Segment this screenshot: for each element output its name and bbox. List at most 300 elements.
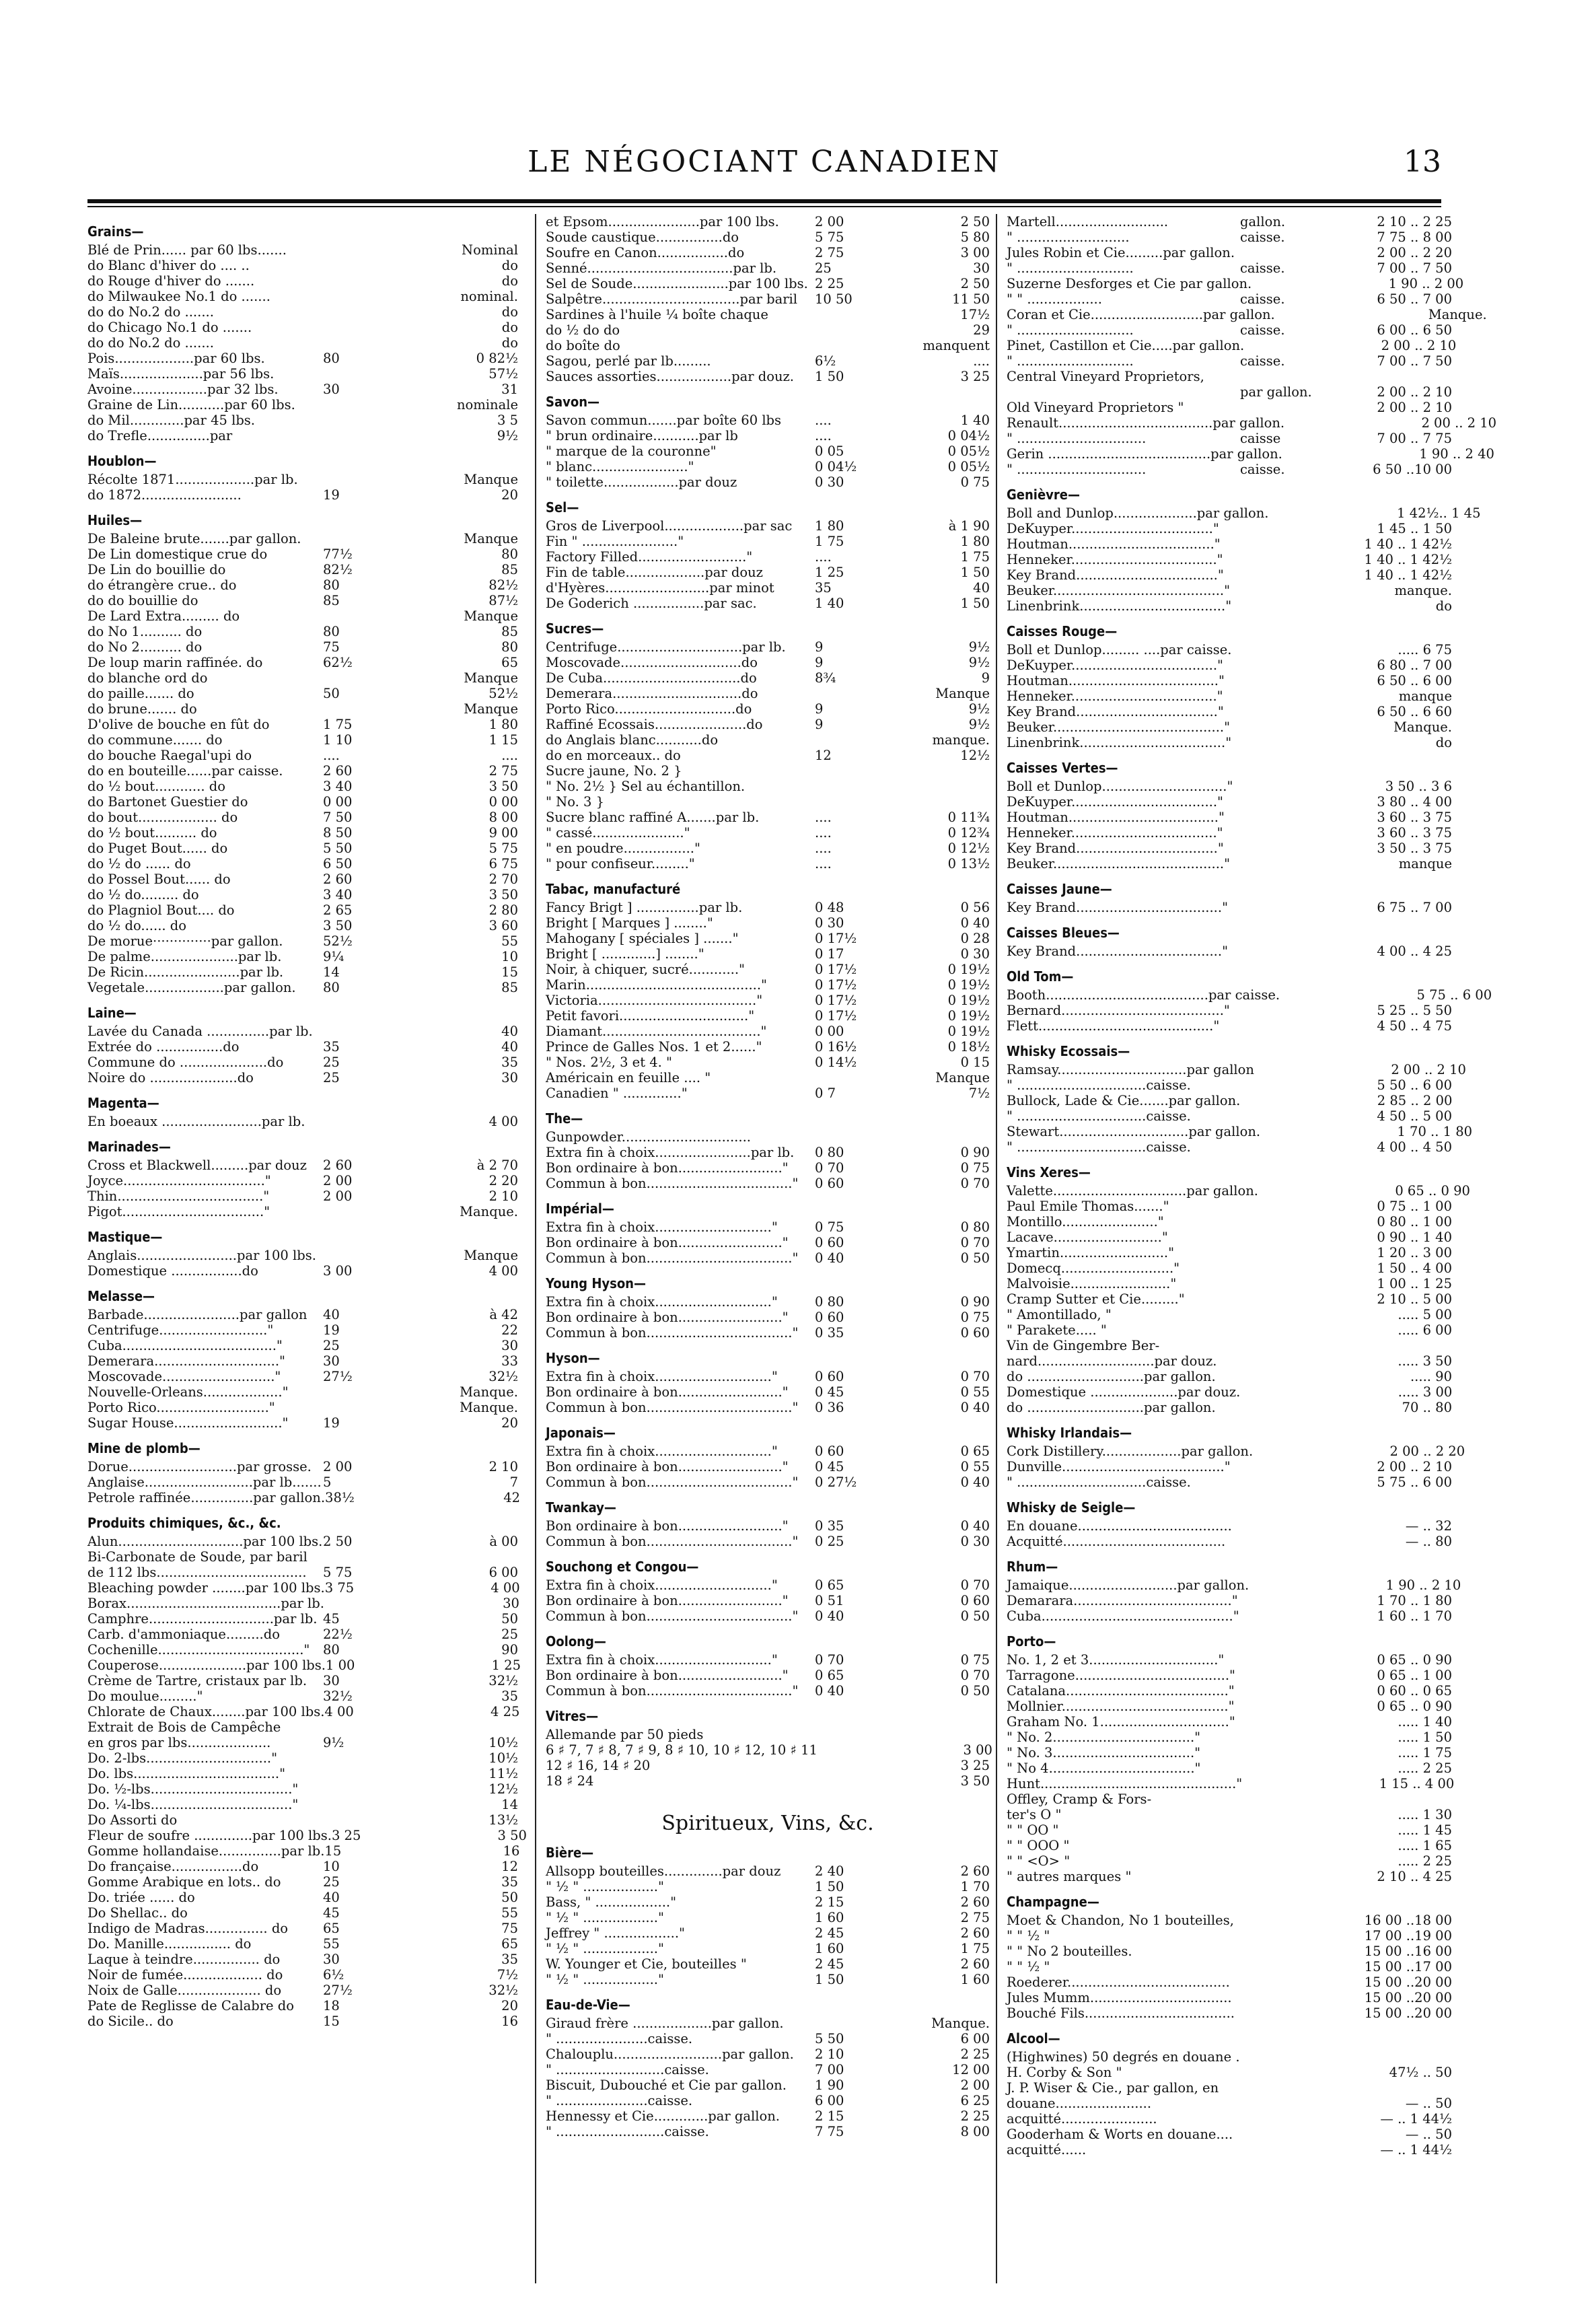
item-unit-or-low [1240,1791,1354,1807]
price-row [1007,400,1452,415]
item-price: 20 [501,1415,518,1431]
item-label: Demarara......................................" [1007,1593,1238,1608]
item-price: 14 [501,1797,518,1812]
price-row [1007,229,1452,245]
price-row [546,639,990,655]
item-price: 85 [501,562,518,577]
price-row [1007,1652,1452,1668]
item-unit-or-low: 25 [323,1874,340,1890]
item-label: " No. 2.................................." [1007,1730,1201,1745]
item-label: Pois...................par 60 lbs. [87,351,265,366]
item-price: 2 10 [488,1188,518,1204]
price-row [1007,1307,1452,1322]
price-row [87,1750,518,1766]
item-label: Porto Rico..........................." [87,1400,275,1415]
item-label: " toilette..................par douz [546,474,737,490]
item-label: Tarragone....................................." [1007,1668,1236,1683]
item-unit-or-low: par gallon. [1240,384,1312,400]
section-heading: Souchong et Congou— [546,1559,699,1575]
item-label: " Nos. 2½, 3 et 4. " [546,1055,673,1070]
price-row [87,1704,518,1719]
item-price: ..... 2 25 [1398,1853,1452,1869]
item-unit-or-low: 2 60 [323,1158,353,1173]
section-heading: Champagne— [1007,1894,1099,1910]
section-heading: Impérial— [546,1201,614,1217]
item-label: Barbade.......................par gallon [87,1307,307,1322]
item-unit-or-low [1240,1291,1354,1307]
item-label: do ½ do...... do [87,918,187,933]
price-row [546,1085,990,1101]
publication-title: LE NÉGOCIANT CANADIEN [528,145,1001,179]
item-price: 6 75 .. 7 00 [1377,900,1452,915]
price-row [546,1925,990,1941]
item-label: Chlorate de Chaux........par 100 lbs. [87,1704,325,1719]
item-label: Commun à bon..................................." [546,1400,799,1415]
item-label: Linenbrink..................................." [1007,735,1232,750]
item-label: do Trefle...............par [87,428,233,443]
price-row [546,1008,990,1024]
item-price: 0 40 [960,1400,990,1415]
item-price: Manque. [1393,719,1452,735]
item-unit-or-low [1240,552,1354,567]
item-label: Petrole raffinée...............par gallon. [87,1490,326,1505]
item-unit-or-low [1240,567,1354,583]
item-label: Indigo de Madras............... do [87,1921,289,1936]
item-label: Moscovade.............................do [546,655,758,670]
item-label: Beuker........................................." [1007,719,1231,735]
item-price: 12 00 [952,2062,990,2077]
item-price: do [501,258,518,273]
item-price: 0 75 [960,1652,990,1668]
price-row [87,1797,518,1812]
item-label: Ymartin.........................." [1007,1245,1175,1260]
price-row [1007,1913,1452,1928]
item-unit-or-low [1260,1124,1375,1139]
section-heading: Bière— [546,1845,594,1861]
item-unit-or-low [1240,1608,1354,1624]
item-price: Manque. [460,1400,518,1415]
item-unit-or-low: 1 80 [815,518,844,534]
item-price: 32½ [488,1369,518,1384]
item-unit-or-low [1240,2080,1354,2096]
item-price: 3 50 [488,779,518,794]
price-row [87,763,518,779]
item-label: Chalouplu..........................par gallon. [546,2046,794,2062]
item-unit-or-low: 0 40 [815,1608,844,1624]
item-unit-or-low: 0 17½ [815,1008,857,1024]
item-unit-or-low: 3 25 [331,1828,361,1843]
item-unit-or-low: 19 [323,1415,340,1431]
price-row [546,810,990,825]
item-unit-or-low: 2 00 [323,1188,353,1204]
item-price: 0 75 [960,1160,990,1176]
price-row [1007,2142,1452,2158]
item-label: Carb. d'ammoniaque.........do [87,1627,280,1642]
item-price: 1 70 .. 1 80 [1377,1593,1452,1608]
item-price: ..... 2 25 [1398,1760,1452,1776]
item-price: 1 60 [960,1972,990,1987]
price-row [1007,1928,1452,1944]
item-label: do commune....... do [87,732,223,748]
price-row [87,289,518,304]
item-price: 1 80 [488,717,518,732]
item-unit-or-low: .... [815,428,832,443]
section-heading: Caisses Jaune— [1007,881,1112,897]
item-unit-or-low: 8¾ [815,670,836,686]
item-unit-or-low: 1 40 [815,596,844,611]
item-label: " ½ " .................." [546,1910,664,1925]
price-row [1007,1018,1452,1034]
item-unit-or-low [815,322,906,338]
item-label: De Ricin.......................par lb. [87,964,284,980]
item-label: Domestique .....................par douz. [1007,1384,1241,1400]
item-label: " ½ " .................." [546,1941,664,1956]
item-label: douane....................... [1007,2096,1152,2111]
item-label: Beuker........................................." [1007,583,1231,598]
item-label: " " OOO " [1007,1838,1070,1853]
item-price: 2 25 [960,2046,990,2062]
price-row [87,1248,518,1263]
item-unit-or-low: 15 [323,2014,340,2029]
item-label: Commun à bon..................................." [546,1325,799,1341]
item-unit-or-low: 25 [323,1070,340,1085]
item-price: 2 75 [960,1910,990,1925]
item-label: Do. lbs..................................." [87,1766,286,1781]
item-unit-or-low [1240,657,1354,673]
price-row [546,915,990,931]
price-row [87,794,518,810]
item-label: " " .................. [1007,291,1102,307]
item-label: do en bouteille......par caisse. [87,763,283,779]
price-row [546,2077,990,2093]
item-unit-or-low [323,428,424,443]
item-price: 1 20 .. 3 00 [1377,1245,1452,1260]
section-heading: Savon— [546,394,600,410]
price-row [1007,567,1452,583]
price-row [87,1070,518,1085]
item-unit-or-low: 52½ [323,933,353,949]
item-label: Gros de Liverpool...................par sac [546,518,793,534]
price-row [546,1577,990,1593]
item-unit-or-low: 5 75 [323,1565,353,1580]
price-row [1007,1353,1452,1369]
item-unit-or-low [323,1766,424,1781]
price-row [546,1294,990,1310]
item-label: do Mil.............par 45 lbs. [87,413,256,428]
item-price: 1 80 [960,534,990,549]
price-row [546,214,990,229]
price-row [1007,2005,1452,2021]
item-label: Houtman..................................." [1007,536,1221,552]
price-row [546,779,990,794]
price-row [546,1250,990,1266]
price-row [1007,2111,1452,2127]
price-row [1007,1699,1452,1714]
item-price: ..... 6 75 [1398,642,1452,657]
price-row [87,980,518,995]
item-label: De Baleine brute.......par gallon. [87,531,301,546]
price-row [87,1400,518,1415]
price-row [546,670,990,686]
price-row [87,655,518,670]
price-row [1007,536,1452,552]
item-unit-or-low: 1 60 [815,1941,844,1956]
price-row [1007,552,1452,567]
item-price: nominal. [460,289,518,304]
item-unit-or-low [323,1384,424,1400]
item-label: Bon ordinaire à bon........................." [546,1518,789,1534]
price-row [1007,415,1497,431]
item-label: W. Younger et Cie, bouteilles " [546,1956,747,1972]
price-row [546,534,990,549]
price-row [1007,1093,1452,1108]
item-label: Commune do .....................do [87,1055,284,1070]
item-price: .... [501,748,518,763]
item-unit-or-low: 45 [323,1905,340,1921]
item-price: 3 25 [960,369,990,384]
item-label: do ½ do do [546,322,620,338]
price-row [1007,900,1452,915]
page-number: 13 [1404,145,1441,179]
item-unit-or-low [1240,1245,1354,1260]
item-price: 5 25 .. 5 50 [1377,1003,1452,1018]
item-label: Sucre jaune, No. 2 } [546,763,682,779]
item-label: " ...............................caisse. [1007,1108,1191,1124]
item-label: do brune....... do [87,701,197,717]
item-price: 10 [501,949,518,964]
item-label: Henneker..................................." [1007,688,1223,704]
item-label: Noir, à chiquer, sucré............" [546,962,746,977]
price-row [1007,841,1452,856]
item-price: 0 05½ [947,443,990,459]
item-unit-or-low: 80 [323,980,340,995]
item-unit-or-low: 6 50 [323,856,353,871]
item-price: 6 80 .. 7 00 [1377,657,1452,673]
item-unit-or-low: 5 50 [323,841,353,856]
price-row [1007,431,1452,446]
item-label: Catalana......................................." [1007,1683,1235,1699]
item-unit-or-low [1240,1353,1354,1369]
item-unit-or-low: gallon. [1240,214,1286,229]
item-label: do 1872........................ [87,487,242,503]
item-price: ..... 1 50 [1398,1730,1452,1745]
item-unit-or-low [1240,1384,1354,1400]
item-label: Bon ordinaire à bon........................." [546,1384,789,1400]
item-unit-or-low: 25 [815,260,832,276]
item-label: Linenbrink..................................." [1007,598,1232,614]
item-price: 0 75 [960,474,990,490]
item-label: Gomme hollandaise...............par lb. [87,1843,325,1859]
item-price: 0 82½ [476,351,518,366]
item-unit-or-low: 25 [323,1055,340,1070]
item-label: do ............................par gallon. [1007,1400,1216,1415]
price-row [87,1415,518,1431]
item-unit-or-low: 80 [323,577,340,593]
price-row [546,1129,990,1145]
item-price: 1 40 .. 1 42½ [1364,567,1452,583]
item-price: — .. 1 44½ [1380,2111,1452,2127]
item-unit-or-low: 9 [815,717,824,732]
item-label: Valette................................par gallon. [1007,1183,1258,1199]
price-row [87,779,518,794]
price-row [1007,688,1452,704]
price-row [87,825,518,841]
item-unit-or-low [1240,2142,1354,2158]
price-row [87,1322,518,1338]
item-label: " autres marques " [1007,1869,1132,1884]
item-unit-or-low [1240,1199,1354,1214]
item-price: 0 00 [488,794,518,810]
price-row [87,562,518,577]
price-row [546,1070,990,1085]
price-row [87,1658,521,1673]
item-label: Joyce.................................." [87,1173,271,1188]
price-row [1007,735,1452,750]
item-price: 12 [501,1859,518,1874]
item-price: 65 [501,1936,518,1952]
item-unit-or-low [1240,1699,1354,1714]
item-price: 7 75 .. 8 00 [1377,229,1452,245]
item-label: do No 1.......... do [87,624,203,639]
item-price: manque [1398,688,1452,704]
item-price: 30 [501,1338,518,1353]
item-unit-or-low [1240,1474,1354,1490]
item-label: Crème de Tartre, cristaux par lb. [87,1673,307,1688]
price-row [546,338,990,353]
item-price: 17½ [960,307,990,322]
price-row [87,577,518,593]
item-unit-or-low [1240,1959,1354,1974]
item-price: 2 20 [488,1173,518,1188]
item-label: nard............................par douz. [1007,1353,1217,1369]
price-row [1007,2080,1452,2096]
item-unit-or-low [1240,598,1354,614]
item-label: Sel de Soude.......................par 100 lbs. [546,276,808,291]
item-label: Key Brand.................................." [1007,841,1224,856]
item-label: Dunville......................................." [1007,1459,1231,1474]
item-price: 35 [501,1952,518,1967]
item-label: Extra fin à choix............................" [546,1219,778,1235]
price-row [1007,1974,1452,1990]
item-unit-or-low [1254,1062,1369,1077]
item-price [906,1129,990,1145]
price-row [87,1338,518,1353]
item-price: 2 10 .. 2 25 [1377,214,1452,229]
price-row [1007,1276,1452,1291]
price-row [546,1742,990,1758]
price-row [546,686,990,701]
item-unit-or-low [1240,810,1354,825]
price-row [546,1325,990,1341]
item-price: 0 70 [960,1577,990,1593]
item-label: Camphre..............................par lb. [87,1611,318,1627]
item-unit-or-low: 5 75 [815,229,844,245]
price-row [87,258,518,273]
item-unit-or-low [323,1549,424,1565]
item-price: 2 00 .. 2 20 [1389,1444,1465,1459]
item-label: Américain en feuille .... " [546,1070,711,1085]
item-unit-or-low: caisse. [1240,462,1285,477]
item-price: 0 30 [960,946,990,962]
item-price: 0 40 [960,1474,990,1490]
item-label: Hennessy et Cie.............par gallon. [546,2108,780,2124]
item-label: et Epsom......................par 100 lbs. [546,214,779,229]
item-price: 11½ [488,1766,518,1781]
item-unit-or-low [815,1727,906,1742]
section-heading: Sel— [546,499,579,515]
item-unit-or-low: 77½ [323,546,353,562]
item-price: 2 00 .. 2 20 [1377,245,1452,260]
item-unit-or-low: .... [815,825,832,841]
item-unit-or-low: 0 00 [323,794,353,810]
item-label: " ...............................caisse. [1007,1139,1191,1155]
section-heading: Laine— [87,1005,137,1021]
price-row [546,307,990,322]
item-label: Diamant......................................" [546,1024,767,1039]
item-label: Beuker........................................." [1007,856,1231,871]
item-label: Borax.....................................par lb. [87,1596,324,1611]
item-price: 20 [501,1998,518,2014]
price-row [87,608,518,624]
price-row [546,1310,990,1325]
item-label: " ...............................caisse. [1007,1474,1191,1490]
price-row [87,871,518,887]
item-price: 0 60 [960,1325,990,1341]
item-price: 12½ [488,1781,518,1797]
price-row [1007,353,1452,369]
item-unit-or-low: 0 45 [815,1459,844,1474]
price-row [87,933,518,949]
item-unit-or-low: 0 75 [815,1219,844,1235]
item-unit-or-low: 30 [323,382,340,397]
price-row [1007,1760,1452,1776]
item-label: DeKuyper..................................." [1007,794,1224,810]
item-label: Extra fin à choix............................" [546,1369,778,1384]
price-row [87,964,518,980]
item-price: nominale [457,397,518,413]
item-price: 1 90 .. 2 40 [1419,446,1494,462]
item-price: 9½ [497,428,518,443]
item-label: " No 4..................................." [1007,1760,1201,1776]
item-price: 0 65 .. 0 90 [1377,1699,1452,1714]
price-row [1007,1730,1452,1745]
item-label: Extra fin à choix............................" [546,1652,778,1668]
price-row [87,1263,518,1279]
item-price: 2 10 .. 4 25 [1377,1869,1452,1884]
item-unit-or-low: 0 70 [815,1160,844,1176]
item-unit-or-low [1240,1307,1354,1322]
item-price: Manque [464,531,518,546]
price-row [1007,1369,1452,1384]
item-label: do boîte do [546,338,620,353]
price-row [546,1593,990,1608]
price-row [87,1735,518,1750]
price-row [1007,825,1452,841]
section-heading: Eau-de-Vie— [546,1997,630,2013]
header-rule-thin [87,206,1441,207]
item-unit-or-low [1240,1276,1354,1291]
item-label: Extra fin à choix............................" [546,1444,778,1459]
price-row [87,732,518,748]
price-row [546,962,990,977]
price-row [87,624,518,639]
item-unit-or-low: 0 7 [815,1085,836,1101]
item-label: do Chicago No.1 do ....... [87,320,252,335]
item-label: Alun..............................par 100 lbs. [87,1534,323,1549]
item-label: Pinet, Castillon et Cie.....par gallon. [1007,338,1245,353]
item-label: Henneker..................................." [1007,552,1223,567]
item-unit-or-low [323,1719,424,1735]
